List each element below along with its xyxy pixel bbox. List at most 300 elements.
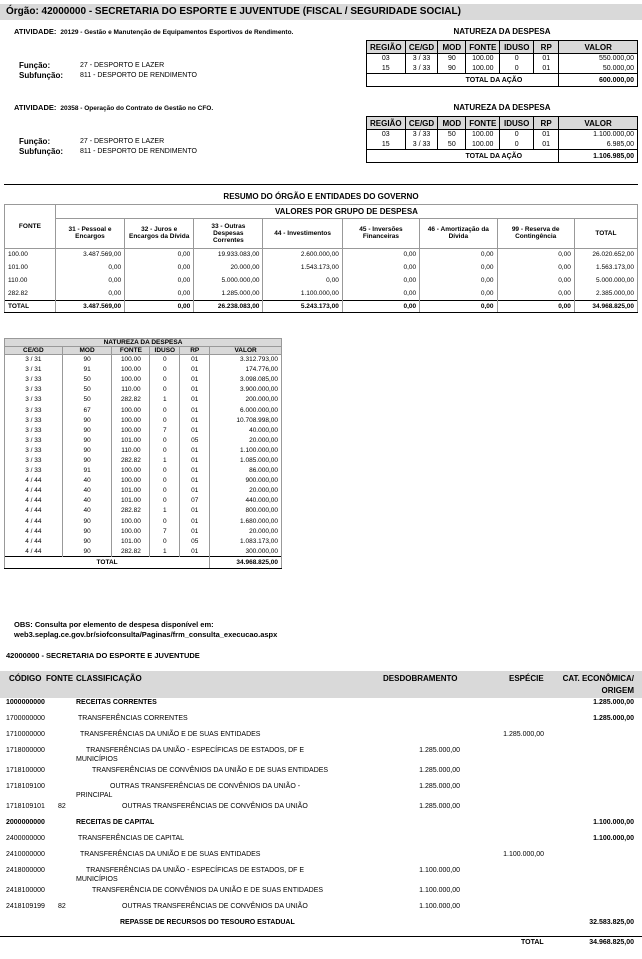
codigo: 1000000000 <box>6 699 45 706</box>
natureza-cell: 0 <box>150 405 180 415</box>
resumo-cell: 0,00 <box>342 274 419 287</box>
classificacao-desc: RECEITAS CORRENTES <box>76 699 157 706</box>
natureza-cell: 01 <box>180 415 210 425</box>
natureza-cell: 900.000,00 <box>210 476 282 486</box>
table-row <box>367 140 638 150</box>
table-cell: 50 <box>438 130 466 140</box>
classificacao-desc: TRANSFERÊNCIAS DE CAPITAL <box>78 835 185 842</box>
resumo-column-header: 33 - Outras Despesas Correntes <box>194 218 263 248</box>
natureza-cell: 3 / 33 <box>5 415 63 425</box>
column-header: VALOR <box>559 41 638 54</box>
natureza-row <box>5 425 282 435</box>
natureza-cell: 20.000,00 <box>210 526 282 536</box>
natureza-row <box>5 445 282 455</box>
natureza-cell: 3 / 33 <box>5 385 63 395</box>
resumo-cell: 0,00 <box>497 248 574 261</box>
classificacao-desc: TRANSFERÊNCIAS DA UNIÃO E DE SUAS ENTIDADES <box>80 851 261 858</box>
natureza-cell: 1 <box>150 455 180 465</box>
codigo: 2000000000 <box>6 819 45 826</box>
natureza-cell: 40 <box>62 486 112 496</box>
natureza-cell: 0 <box>150 496 180 506</box>
classificacao-desc-cont: MUNICÍPIOS <box>76 876 118 883</box>
natureza-cell: 1.083.173,00 <box>210 536 282 546</box>
table-cell: 01 <box>534 140 559 150</box>
classificacao-row <box>0 765 642 781</box>
table-cell: 3 / 33 <box>405 64 438 74</box>
resumo-title: RESUMO DO ÓRGÃO E ENTIDADES DO GOVERNO <box>5 190 638 204</box>
natureza-cell: 282.82 <box>112 546 150 556</box>
resumo-cell: 0,00 <box>420 274 497 287</box>
table-cell: 3 / 33 <box>405 130 438 140</box>
resumo-cell: 26.020.652,00 <box>574 248 637 261</box>
desdobramento: 1.285.000,00 <box>419 767 460 774</box>
resumo-cell: 0,00 <box>125 261 194 274</box>
natureza-column-header: IDUSO <box>150 347 180 355</box>
col-desdobramento: DESDOBRAMENTO <box>383 674 458 683</box>
natureza-row <box>5 516 282 526</box>
natureza-cell: 1 <box>150 395 180 405</box>
funcao-value: 27 - DESPORTO E LAZER <box>80 62 165 69</box>
natureza-row <box>5 506 282 516</box>
natureza-column-header: CE/GD <box>5 347 63 355</box>
natureza-cell: 05 <box>180 435 210 445</box>
natureza-cell: 0 <box>150 415 180 425</box>
resumo-row <box>5 287 638 300</box>
resumo-cell: 101.00 <box>5 261 56 274</box>
natureza-cell: 100.00 <box>112 355 150 365</box>
column-header: MOD <box>438 117 466 130</box>
natureza-cell: 800.000,00 <box>210 506 282 516</box>
classificacao-desc: TRANSFERÊNCIAS DA UNIÃO - ESPECÍFICAS DE ESTADOS, DF E <box>86 747 305 754</box>
classificacao-desc: OUTRAS TRANSFERÊNCIAS DE CONVÊNIOS DA UNIÃO <box>122 903 308 910</box>
table-cell: 0 <box>500 54 534 64</box>
natureza-cell: 0 <box>150 435 180 445</box>
natureza-cell: 1.100.000,00 <box>210 445 282 455</box>
natureza-cell: 101.00 <box>112 435 150 445</box>
natureza-total-label: TOTAL <box>5 556 210 568</box>
subfuncao-value: 811 - DESPORTO DE RENDIMENTO <box>80 72 197 79</box>
atividade-label: ATIVIDADE: <box>14 103 57 112</box>
table-cell: 1.100.000,00 <box>559 130 638 140</box>
natureza-cell: 0 <box>150 516 180 526</box>
codigo: 2410000000 <box>6 851 45 858</box>
natureza-cell: 10.708.998,00 <box>210 415 282 425</box>
atividade-block <box>0 101 642 181</box>
classificacao-row <box>0 801 642 817</box>
natureza-cell: 86.000,00 <box>210 466 282 476</box>
table-cell: 100.00 <box>466 64 500 74</box>
natureza-cell: 01 <box>180 466 210 476</box>
codigo: 1710000000 <box>6 731 45 738</box>
column-header: RP <box>534 41 559 54</box>
column-header: VALOR <box>559 117 638 130</box>
natureza-cell: 0 <box>150 466 180 476</box>
subfuncao-label: Subfunção: <box>19 147 63 156</box>
classificacao-desc: TRANSFERÊNCIAS CORRENTES <box>78 715 188 722</box>
natureza-cell: 110.00 <box>112 385 150 395</box>
natureza-cell: 0 <box>150 476 180 486</box>
resumo-column-header: 32 - Juros e Encargos da Dívida <box>125 218 194 248</box>
obs-link[interactable]: web3.seplag.ce.gov.br/siofconsulta/Paginas/frm_consulta_execucao.aspx <box>14 630 278 639</box>
total-acao-value: 600.000,00 <box>559 74 638 87</box>
resumo-row <box>5 248 638 261</box>
table-cell: 01 <box>534 130 559 140</box>
col-especie: ESPÉCIE <box>509 674 544 683</box>
resumo-cell: 1.563.173,00 <box>574 261 637 274</box>
resumo-cell: 0,00 <box>420 287 497 300</box>
resumo-total-cell: TOTAL <box>5 300 56 312</box>
natureza-cell: 4 / 44 <box>5 486 63 496</box>
natureza-cell: 4 / 44 <box>5 516 63 526</box>
total-acao-label: TOTAL DA AÇÃO <box>367 150 559 163</box>
resumo-cell: 0,00 <box>342 261 419 274</box>
natureza-cell: 90 <box>62 445 112 455</box>
resumo-cell: 2.385.000,00 <box>574 287 637 300</box>
table-cell: 50 <box>438 140 466 150</box>
resumo-cell: 2.600.000,00 <box>263 248 342 261</box>
subfuncao-value: 811 - DESPORTO DE RENDIMENTO <box>80 148 197 155</box>
natureza-cell: 0 <box>150 365 180 375</box>
natureza-cell: 3 / 33 <box>5 375 63 385</box>
resumo-subtitle: VALORES POR GRUPO DE DESPESA <box>55 204 637 218</box>
natureza-cell: 1 <box>150 546 180 556</box>
cat-economica: 1.285.000,00 <box>593 715 634 722</box>
col-fonte: FONTE <box>46 674 74 683</box>
natureza-cell: 100.00 <box>112 405 150 415</box>
cat-economica: 1.100.000,00 <box>593 835 634 842</box>
resumo-cell: 0,00 <box>125 248 194 261</box>
resumo-cell: 20.000,00 <box>194 261 263 274</box>
table-cell: 50.000,00 <box>559 64 638 74</box>
resumo-cell: 19.933.083,00 <box>194 248 263 261</box>
natureza-cell: 50 <box>62 375 112 385</box>
natureza-row <box>5 526 282 536</box>
natureza-cell: 01 <box>180 546 210 556</box>
classificacao-desc: TRANSFERÊNCIAS DA UNIÃO - ESPECÍFICAS DE ESTADOS, DF E <box>86 867 305 874</box>
resumo-row <box>5 274 638 287</box>
resumo-cell: 0,00 <box>55 261 124 274</box>
funcao-label: Função: <box>19 61 51 70</box>
natureza-cell: 01 <box>180 405 210 415</box>
table-cell: 90 <box>438 54 466 64</box>
table-cell: 100.00 <box>466 54 500 64</box>
natureza-row <box>5 466 282 476</box>
natureza-cell: 3.098.085,00 <box>210 375 282 385</box>
natureza-cell: 0 <box>150 375 180 385</box>
natureza-row <box>5 435 282 445</box>
natureza-row <box>5 405 282 415</box>
table-cell: 15 <box>367 64 406 74</box>
natureza-cell: 100.00 <box>112 466 150 476</box>
table-row <box>367 64 638 74</box>
resumo-total-cell: 26.238.083,00 <box>194 300 263 312</box>
table-cell: 03 <box>367 130 406 140</box>
especie: 1.100.000,00 <box>503 851 544 858</box>
natureza-row <box>5 355 282 365</box>
resumo-cell: 0,00 <box>125 274 194 287</box>
natureza-cell: 3 / 31 <box>5 365 63 375</box>
natureza-title: NATUREZA DA DESPESA <box>5 339 282 347</box>
resumo-cell: 1.543.173,00 <box>263 261 342 274</box>
natureza-cell: 05 <box>180 536 210 546</box>
funcao-label: Função: <box>19 137 51 146</box>
atividade-block <box>0 25 642 105</box>
table-cell: 6.985,00 <box>559 140 638 150</box>
desdobramento: 1.285.000,00 <box>419 747 460 754</box>
classificacao-section-title: 42000000 - SECRETARIA DO ESPORTE E JUVENTUDE <box>6 651 200 660</box>
natureza-acao-table <box>366 40 638 87</box>
natureza-cell: 100.00 <box>112 365 150 375</box>
natureza-cell: 3 / 33 <box>5 445 63 455</box>
natureza-cell: 01 <box>180 425 210 435</box>
resumo-cell: 0,00 <box>55 287 124 300</box>
natureza-column-header: FONTE <box>112 347 150 355</box>
codigo: 2400000000 <box>6 835 45 842</box>
codigo: 2418000000 <box>6 867 45 874</box>
codigo: 2418100000 <box>6 887 45 894</box>
natureza-cell: 3 / 33 <box>5 455 63 465</box>
classificacao-desc: TRANSFERÊNCIAS DA UNIÃO E DE SUAS ENTIDADES <box>80 731 261 738</box>
classificacao-row <box>0 849 642 865</box>
natureza-cell: 07 <box>180 496 210 506</box>
classificacao-row <box>0 817 642 833</box>
column-header: RP <box>534 117 559 130</box>
table-cell: 100.00 <box>466 140 500 150</box>
column-header: MOD <box>438 41 466 54</box>
natureza-cell: 3 / 33 <box>5 395 63 405</box>
natureza-cell: 90 <box>62 435 112 445</box>
resumo-column-header: 45 - Inversões Financeiras <box>342 218 419 248</box>
resumo-total-cell: 34.968.825,00 <box>574 300 637 312</box>
natureza-acao-table <box>366 116 638 163</box>
resumo-total-cell: 3.487.569,00 <box>55 300 124 312</box>
natureza-row <box>5 365 282 375</box>
col-origem: ORIGEM <box>601 686 634 695</box>
table-cell: 03 <box>367 54 406 64</box>
natureza-cell: 0 <box>150 355 180 365</box>
natureza-cell: 100.00 <box>112 516 150 526</box>
table-cell: 01 <box>534 54 559 64</box>
atividade-desc: 20358 - Operação do Contrato de Gestão no CFO. <box>60 105 214 112</box>
natureza-cell: 100.00 <box>112 476 150 486</box>
resumo-total-cell: 0,00 <box>342 300 419 312</box>
desdobramento: 1.100.000,00 <box>419 867 460 874</box>
resumo-cell: 100.00 <box>5 248 56 261</box>
atividade-title <box>14 27 293 36</box>
resumo-cell: 0,00 <box>342 287 419 300</box>
desdobramento: 1.100.000,00 <box>419 887 460 894</box>
resumo-cell: 0,00 <box>55 274 124 287</box>
natureza-cell: 91 <box>62 466 112 476</box>
natureza-cell: 4 / 44 <box>5 526 63 536</box>
natureza-row <box>5 415 282 425</box>
column-header: IDUSO <box>500 41 534 54</box>
resumo-cell: 282.82 <box>5 287 56 300</box>
natureza-cell: 282.82 <box>112 455 150 465</box>
classificacao-row <box>0 865 642 885</box>
total-acao-label: TOTAL DA AÇÃO <box>367 74 559 87</box>
obs-note <box>14 620 277 640</box>
classificacao-desc: TRANSFERÊNCIAS DE CONVÊNIOS DA UNIÃO E DE SUAS ENTIDADES <box>92 767 329 774</box>
natureza-cell: 01 <box>180 486 210 496</box>
fonte: 82 <box>58 903 66 910</box>
col-classificacao: CLASSIFICAÇÃO <box>76 674 142 683</box>
natureza-cell: 01 <box>180 526 210 536</box>
natureza-cell: 40 <box>62 476 112 486</box>
natureza-row <box>5 476 282 486</box>
natureza-cell: 01 <box>180 455 210 465</box>
resumo-cell: 0,00 <box>497 274 574 287</box>
resumo-cell: 3.487.569,00 <box>55 248 124 261</box>
resumo-cell: 1.100.000,00 <box>263 287 342 300</box>
natureza-cell: 3 / 33 <box>5 425 63 435</box>
classificacao-row <box>0 885 642 901</box>
resumo-cell: 5.000.000,00 <box>574 274 637 287</box>
natureza-row <box>5 496 282 506</box>
natureza-cell: 01 <box>180 365 210 375</box>
natureza-cell: 90 <box>62 455 112 465</box>
table-cell: 01 <box>534 64 559 74</box>
natureza-cell: 0 <box>150 445 180 455</box>
natureza-cell: 3 / 33 <box>5 405 63 415</box>
table-cell: 3 / 33 <box>405 54 438 64</box>
funcao-value: 27 - DESPORTO E LAZER <box>80 138 165 145</box>
natureza-cell: 7 <box>150 425 180 435</box>
classificacao-row <box>0 729 642 745</box>
natureza-column-header: VALOR <box>210 347 282 355</box>
classificacao-desc-cont: PRINCIPAL <box>76 792 113 799</box>
classificacao-desc: OUTRAS TRANSFERÊNCIAS DE CONVÊNIOS DA UNIÃO <box>122 803 308 810</box>
classificacao-total-label: TOTAL <box>521 939 544 946</box>
col-codigo: CÓDIGO <box>9 674 42 683</box>
natureza-cell: 90 <box>62 546 112 556</box>
fonte: 82 <box>58 803 66 810</box>
natureza-cell: 40 <box>62 496 112 506</box>
classificacao-header <box>0 671 642 698</box>
total-acao-value: 1.106.985,00 <box>559 150 638 163</box>
natureza-cell: 01 <box>180 395 210 405</box>
natureza-total: 34.968.825,00 <box>210 556 282 568</box>
natureza-cell: 01 <box>180 506 210 516</box>
natureza-cell: 90 <box>62 516 112 526</box>
natureza-cell: 20.000,00 <box>210 486 282 496</box>
natureza-cell: 01 <box>180 516 210 526</box>
table-cell: 3 / 33 <box>405 140 438 150</box>
table-cell: 550.000,00 <box>559 54 638 64</box>
atividade-title <box>14 103 213 112</box>
natureza-cell: 100.00 <box>112 425 150 435</box>
desdobramento: 1.285.000,00 <box>419 783 460 790</box>
codigo: 1700000000 <box>6 715 45 722</box>
resumo-cell: 0,00 <box>263 274 342 287</box>
classificacao-desc: OUTRAS TRANSFERÊNCIAS DE CONVÊNIOS DA UNIÃO - <box>110 783 301 790</box>
table-cell: 100.00 <box>466 130 500 140</box>
natureza-cell: 1.680.000,00 <box>210 516 282 526</box>
natureza-cell: 4 / 44 <box>5 546 63 556</box>
natureza-cell: 174.776,00 <box>210 365 282 375</box>
resumo-cell: 1.285.000,00 <box>194 287 263 300</box>
natureza-cell: 91 <box>62 365 112 375</box>
divider <box>4 184 638 185</box>
classificacao-desc: RECEITAS DE CAPITAL <box>76 819 155 826</box>
natureza-cell: 50 <box>62 395 112 405</box>
col-cat-economica: CAT. ECONÔMICA/ <box>562 674 634 683</box>
resumo-cell: 0,00 <box>497 287 574 300</box>
natureza-cell: 3 / 31 <box>5 355 63 365</box>
natureza-row <box>5 385 282 395</box>
natureza-cell: 282.82 <box>112 395 150 405</box>
natureza-cell: 20.000,00 <box>210 435 282 445</box>
desdobramento: 1.100.000,00 <box>419 903 460 910</box>
natureza-cell: 01 <box>180 375 210 385</box>
atividade-desc: 20129 - Gestão e Manutenção de Equipamentos Esportivos de Rendimento. <box>60 29 294 36</box>
natureza-cell: 100.00 <box>112 526 150 536</box>
natureza-cell: 01 <box>180 476 210 486</box>
especie: 1.285.000,00 <box>503 731 544 738</box>
atividade-label: ATIVIDADE: <box>14 27 57 36</box>
natureza-cell: 0 <box>150 385 180 395</box>
natureza-cell: 90 <box>62 415 112 425</box>
natureza-cell: 3 / 33 <box>5 435 63 445</box>
natureza-cell: 200.000,00 <box>210 395 282 405</box>
natureza-cell: 100.00 <box>112 415 150 425</box>
natureza-table <box>4 338 282 569</box>
natureza-cell: 3.312.793,00 <box>210 355 282 365</box>
natureza-title: NATUREZA DA DESPESA <box>453 103 551 112</box>
natureza-cell: 01 <box>180 445 210 455</box>
resumo-cell: 0,00 <box>497 261 574 274</box>
natureza-cell: 100.00 <box>112 375 150 385</box>
resumo-column-header: TOTAL <box>574 218 637 248</box>
table-cell: 0 <box>500 64 534 74</box>
table-cell: 0 <box>500 130 534 140</box>
resumo-column-header: 46 - Amortização da Dívida <box>420 218 497 248</box>
resumo-column-header: 31 - Pessoal e Encargos <box>55 218 124 248</box>
natureza-cell: 4 / 44 <box>5 506 63 516</box>
classificacao-row <box>0 745 642 765</box>
codigo: 1718000000 <box>6 747 45 754</box>
table-row <box>367 130 638 140</box>
classificacao-total: 34.968.825,00 <box>589 939 634 946</box>
resumo-total-cell: 0,00 <box>420 300 497 312</box>
natureza-cell: 0 <box>150 536 180 546</box>
column-header: CE/GD <box>405 41 438 54</box>
resumo-cell: 0,00 <box>420 248 497 261</box>
natureza-cell: 101.00 <box>112 496 150 506</box>
resumo-cell: 0,00 <box>342 248 419 261</box>
obs-line1: OBS: Consulta por elemento de despesa disponível em: <box>14 620 214 629</box>
natureza-cell: 101.00 <box>112 536 150 546</box>
natureza-cell: 4 / 44 <box>5 536 63 546</box>
natureza-cell: 0 <box>150 486 180 496</box>
column-header: REGIÃO <box>367 41 406 54</box>
resumo-cell: 5.000.000,00 <box>194 274 263 287</box>
cat-economica: 32.583.825,00 <box>589 919 634 926</box>
desdobramento: 1.285.000,00 <box>419 803 460 810</box>
resumo-table <box>4 190 638 313</box>
natureza-cell: 40.000,00 <box>210 425 282 435</box>
resumo-column-header: 44 - Investimentos <box>263 218 342 248</box>
table-cell: 15 <box>367 140 406 150</box>
natureza-cell: 67 <box>62 405 112 415</box>
natureza-cell: 3 / 33 <box>5 466 63 476</box>
natureza-row <box>5 546 282 556</box>
natureza-cell: 90 <box>62 536 112 546</box>
natureza-row <box>5 536 282 546</box>
natureza-column-header: MOD <box>62 347 112 355</box>
natureza-cell: 90 <box>62 355 112 365</box>
classificacao-row <box>0 833 642 849</box>
